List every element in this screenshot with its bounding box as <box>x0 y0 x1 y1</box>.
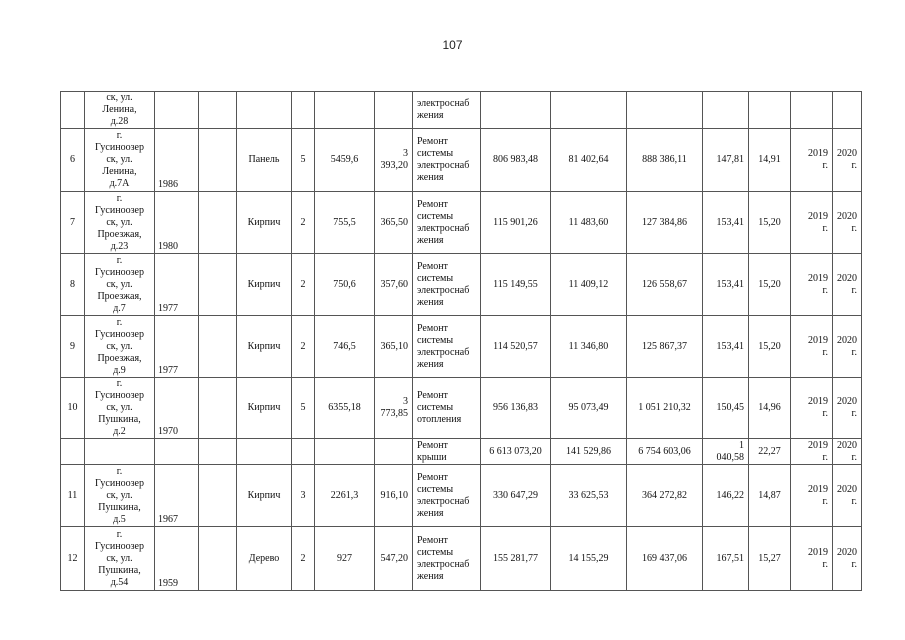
build-year-cell: 1970 <box>155 378 199 439</box>
year-end-cell: 2020 г. <box>833 527 862 591</box>
rate-2-cell: 15,27 <box>749 527 791 591</box>
floors-cell: 2 <box>292 316 315 378</box>
address-cell: г. Гусиноозер ск, ул. Проезжая, д.7 <box>85 254 155 316</box>
year-start-cell: 2019 г. <box>791 129 833 192</box>
total-area-cell: 927 <box>315 527 375 591</box>
table-row <box>61 192 862 254</box>
floors-cell: 5 <box>292 378 315 439</box>
address-cell: г. Гусиноозер ск, ул. Пушкина, д.5 <box>85 465 155 527</box>
address-cell: г. Гусиноозер ск, ул. Проезжая, д.23 <box>85 192 155 254</box>
address-cell: г. Гусиноозер ск, ул. Пушкина, д.2 <box>85 378 155 439</box>
wall-material-cell: Панель <box>237 129 292 192</box>
year-end-cell: 2020 г. <box>833 129 862 192</box>
total-area-cell: 5459,6 <box>315 129 375 192</box>
wall-material-cell: Дерево <box>237 527 292 591</box>
rate-2-cell: 14,96 <box>749 378 791 439</box>
floors-cell: 2 <box>292 192 315 254</box>
year-end-cell: 2020 г. <box>833 465 862 527</box>
cost-part-cell: 11 346,80 <box>551 316 627 378</box>
work-type-cell: Ремонт системы отопления <box>413 378 481 439</box>
year-end-cell <box>833 92 862 129</box>
row-number-cell: 6 <box>61 129 85 192</box>
floors-cell: 3 <box>292 465 315 527</box>
build-year-cell: 1977 <box>155 316 199 378</box>
year-end-cell: 2020 г. <box>833 439 862 465</box>
work-type-cell: Ремонт системы электроснаб жения <box>413 254 481 316</box>
wall-material-cell: Кирпич <box>237 378 292 439</box>
blank-cell-cell <box>199 129 237 192</box>
floors-cell <box>292 439 315 465</box>
row-number-cell: 10 <box>61 378 85 439</box>
cost-sum-cell: 1 051 210,32 <box>627 378 703 439</box>
year-start-cell: 2019 г. <box>791 527 833 591</box>
cost-part-cell: 14 155,29 <box>551 527 627 591</box>
total-cost-cell: 115 901,26 <box>481 192 551 254</box>
year-start-cell: 2019 г. <box>791 254 833 316</box>
living-area-cell: 365,10 <box>375 316 413 378</box>
rate-per-m2-cell: 153,41 <box>703 192 749 254</box>
wall-material-cell: Кирпич <box>237 192 292 254</box>
row-number-cell: 9 <box>61 316 85 378</box>
table-row <box>61 527 862 591</box>
total-cost-cell: 956 136,83 <box>481 378 551 439</box>
address-cell <box>85 439 155 465</box>
work-type-cell: Ремонт системы электроснаб жения <box>413 129 481 192</box>
work-type-cell: Ремонт системы электроснаб жения <box>413 192 481 254</box>
cost-sum-cell: 169 437,06 <box>627 527 703 591</box>
total-area-cell: 750,6 <box>315 254 375 316</box>
row-number-cell <box>61 439 85 465</box>
row-number-cell <box>61 92 85 129</box>
blank-cell-cell <box>199 254 237 316</box>
wall-material-cell: Кирпич <box>237 316 292 378</box>
rate-2-cell: 15,20 <box>749 316 791 378</box>
floors-cell <box>292 92 315 129</box>
blank-cell-cell <box>199 378 237 439</box>
table-row <box>61 92 862 129</box>
total-area-cell: 6355,18 <box>315 378 375 439</box>
rate-2-cell: 15,20 <box>749 192 791 254</box>
rate-2-cell: 15,20 <box>749 254 791 316</box>
blank-cell-cell <box>199 316 237 378</box>
living-area-cell: 365,50 <box>375 192 413 254</box>
living-area-cell <box>375 439 413 465</box>
cost-sum-cell: 364 272,82 <box>627 465 703 527</box>
build-year-cell: 1959 <box>155 527 199 591</box>
rate-2-cell <box>749 92 791 129</box>
total-cost-cell: 155 281,77 <box>481 527 551 591</box>
total-cost-cell <box>481 92 551 129</box>
blank-cell-cell <box>199 465 237 527</box>
blank-cell-cell <box>199 439 237 465</box>
work-type-cell: Ремонт крыши <box>413 439 481 465</box>
total-area-cell: 746,5 <box>315 316 375 378</box>
cost-part-cell <box>551 92 627 129</box>
build-year-cell: 1980 <box>155 192 199 254</box>
rate-2-cell: 14,87 <box>749 465 791 527</box>
build-year-cell: 1977 <box>155 254 199 316</box>
build-year-cell: 1986 <box>155 129 199 192</box>
wall-material-cell: Кирпич <box>237 254 292 316</box>
rate-2-cell: 14,91 <box>749 129 791 192</box>
address-cell: ск, ул. Ленина, д.28 <box>85 92 155 129</box>
build-year-cell <box>155 439 199 465</box>
living-area-cell <box>375 92 413 129</box>
capital-repair-table <box>60 91 862 591</box>
build-year-cell <box>155 92 199 129</box>
rate-per-m2-cell: 150,45 <box>703 378 749 439</box>
page-number: 107 <box>442 38 463 52</box>
total-cost-cell: 115 149,55 <box>481 254 551 316</box>
build-year-cell: 1967 <box>155 465 199 527</box>
work-type-cell: Ремонт системы электроснаб жения <box>413 465 481 527</box>
living-area-cell: 3 393,20 <box>375 129 413 192</box>
total-area-cell <box>315 92 375 129</box>
floors-cell: 2 <box>292 254 315 316</box>
year-end-cell: 2020 г. <box>833 254 862 316</box>
rate-per-m2-cell: 167,51 <box>703 527 749 591</box>
wall-material-cell <box>237 92 292 129</box>
living-area-cell: 916,10 <box>375 465 413 527</box>
table-row <box>61 129 862 192</box>
year-start-cell: 2019 г. <box>791 465 833 527</box>
total-area-cell: 2261,3 <box>315 465 375 527</box>
work-type-cell: Ремонт системы электроснаб жения <box>413 316 481 378</box>
rate-per-m2-cell: 153,41 <box>703 316 749 378</box>
total-cost-cell: 6 613 073,20 <box>481 439 551 465</box>
work-type-cell: электроснаб жения <box>413 92 481 129</box>
wall-material-cell <box>237 439 292 465</box>
wall-material-cell: Кирпич <box>237 465 292 527</box>
year-end-cell: 2020 г. <box>833 378 862 439</box>
cost-sum-cell: 126 558,67 <box>627 254 703 316</box>
rate-per-m2-cell: 153,41 <box>703 254 749 316</box>
address-cell: г. Гусиноозер ск, ул. Ленина, д.7А <box>85 129 155 192</box>
rate-2-cell: 22,27 <box>749 439 791 465</box>
table-row <box>61 254 862 316</box>
rate-per-m2-cell: 147,81 <box>703 129 749 192</box>
cost-sum-cell: 125 867,37 <box>627 316 703 378</box>
year-start-cell <box>791 92 833 129</box>
row-number-cell: 8 <box>61 254 85 316</box>
cost-sum-cell: 6 754 603,06 <box>627 439 703 465</box>
floors-cell: 2 <box>292 527 315 591</box>
table-row <box>61 378 862 439</box>
year-end-cell: 2020 г. <box>833 192 862 254</box>
rate-per-m2-cell: 146,22 <box>703 465 749 527</box>
row-number-cell: 11 <box>61 465 85 527</box>
cost-part-cell: 95 073,49 <box>551 378 627 439</box>
total-cost-cell: 806 983,48 <box>481 129 551 192</box>
cost-part-cell: 141 529,86 <box>551 439 627 465</box>
blank-cell-cell <box>199 192 237 254</box>
blank-cell-cell <box>199 527 237 591</box>
living-area-cell: 357,60 <box>375 254 413 316</box>
year-start-cell: 2019 г. <box>791 439 833 465</box>
total-area-cell: 755,5 <box>315 192 375 254</box>
total-area-cell <box>315 439 375 465</box>
floors-cell: 5 <box>292 129 315 192</box>
blank-cell-cell <box>199 92 237 129</box>
cost-sum-cell: 127 384,86 <box>627 192 703 254</box>
cost-part-cell: 81 402,64 <box>551 129 627 192</box>
year-end-cell: 2020 г. <box>833 316 862 378</box>
total-cost-cell: 114 520,57 <box>481 316 551 378</box>
year-start-cell: 2019 г. <box>791 316 833 378</box>
row-number-cell: 7 <box>61 192 85 254</box>
table-row <box>61 439 862 465</box>
living-area-cell: 3 773,85 <box>375 378 413 439</box>
cost-part-cell: 11 483,60 <box>551 192 627 254</box>
row-number-cell: 12 <box>61 527 85 591</box>
table-row <box>61 465 862 527</box>
address-cell: г. Гусиноозер ск, ул. Проезжая, д.9 <box>85 316 155 378</box>
cost-sum-cell <box>627 92 703 129</box>
rate-per-m2-cell: 1 040,58 <box>703 439 749 465</box>
cost-part-cell: 33 625,53 <box>551 465 627 527</box>
living-area-cell: 547,20 <box>375 527 413 591</box>
year-start-cell: 2019 г. <box>791 192 833 254</box>
table-row <box>61 316 862 378</box>
address-cell: г. Гусиноозер ск, ул. Пушкина, д.54 <box>85 527 155 591</box>
total-cost-cell: 330 647,29 <box>481 465 551 527</box>
work-type-cell: Ремонт системы электроснаб жения <box>413 527 481 591</box>
cost-sum-cell: 888 386,11 <box>627 129 703 192</box>
rate-per-m2-cell <box>703 92 749 129</box>
year-start-cell: 2019 г. <box>791 378 833 439</box>
cost-part-cell: 11 409,12 <box>551 254 627 316</box>
